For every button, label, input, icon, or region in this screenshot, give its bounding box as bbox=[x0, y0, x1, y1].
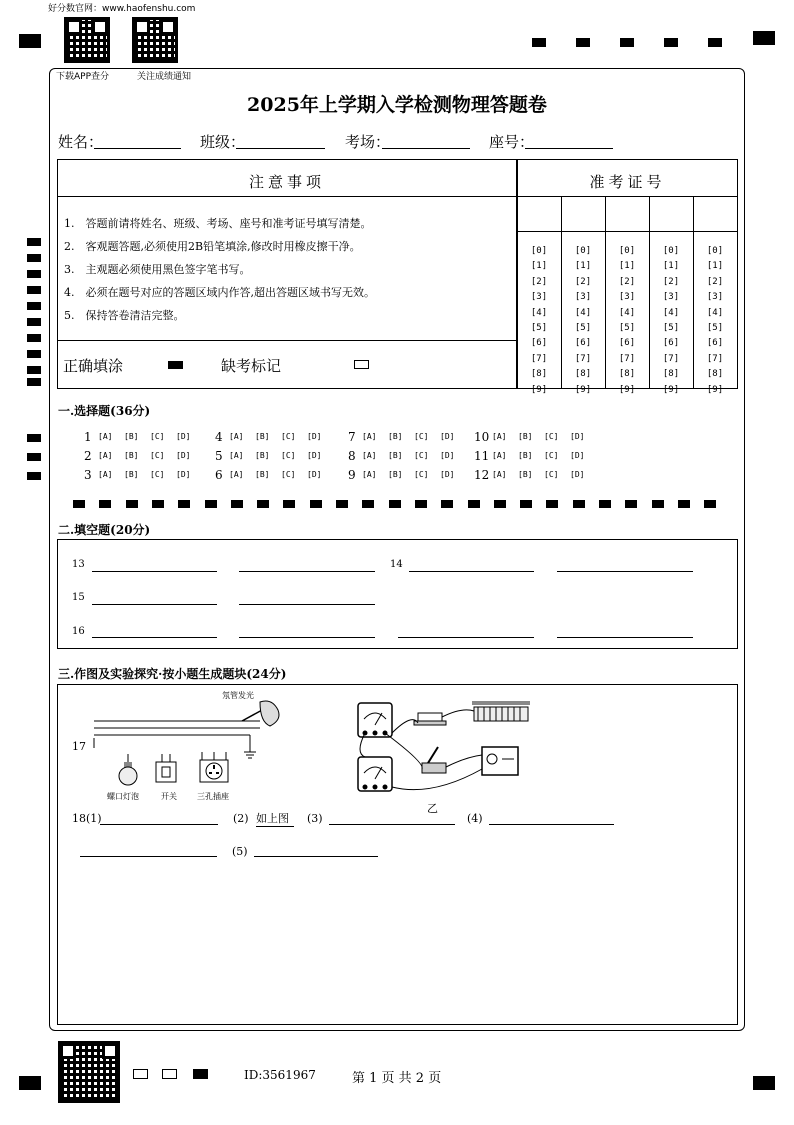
separator-dash bbox=[704, 500, 716, 508]
notice-item: 4. 必须在题号对应的答题区域内作答,超出答题区域书写无效。 bbox=[64, 286, 375, 299]
q16-label: 16 bbox=[72, 626, 85, 637]
exam-id-heading: 准考证号 bbox=[589, 173, 666, 191]
choice-option-bubble[interactable]: [D] bbox=[570, 470, 585, 479]
choice-option-bubble[interactable]: [A] bbox=[492, 432, 507, 441]
separator-dash bbox=[415, 500, 427, 508]
q18-5-label: (5) bbox=[232, 845, 248, 858]
q15-blank-1[interactable] bbox=[92, 604, 217, 605]
q14-blank-1[interactable] bbox=[409, 571, 534, 572]
page-title: 2025年上学期入学检测物理答题卷 bbox=[247, 94, 547, 116]
separator-dash bbox=[441, 500, 453, 508]
separator-dash bbox=[599, 500, 611, 508]
choice-option-bubble[interactable]: [C] bbox=[544, 451, 559, 460]
choice-question-number: 10 bbox=[474, 430, 490, 444]
exam-id-digit-bubble[interactable]: [7] bbox=[662, 353, 680, 364]
choice-option-bubble[interactable]: [D] bbox=[570, 451, 585, 460]
notice-item: 1. 答题前请将姓名、班级、考场、座号和准考证号填写清楚。 bbox=[64, 217, 372, 230]
exam-id-digit-bubble[interactable]: [8] bbox=[530, 369, 548, 380]
exam-id-digit-bubble[interactable]: [3] bbox=[574, 292, 592, 303]
separator-dash bbox=[573, 500, 585, 508]
q14-label: 14 bbox=[390, 559, 403, 570]
exam-id-digit-bubble[interactable]: [6] bbox=[574, 338, 592, 349]
q18-2-answer[interactable]: 如上图 bbox=[256, 810, 294, 827]
separator-dash bbox=[257, 500, 269, 508]
exam-id-digit-bubble[interactable]: [8] bbox=[706, 369, 724, 380]
choice-option-bubble[interactable]: [D] bbox=[307, 432, 322, 441]
divider bbox=[517, 196, 738, 197]
name-field[interactable] bbox=[94, 148, 181, 149]
room-label: 考场： bbox=[345, 133, 391, 151]
exam-id-digit-bubble[interactable]: [0] bbox=[706, 246, 724, 256]
q15-blank-2[interactable] bbox=[239, 604, 375, 605]
timing-mark bbox=[620, 38, 634, 47]
separator-dash bbox=[652, 500, 664, 508]
class-label: 班级： bbox=[200, 133, 246, 151]
choice-option-bubble[interactable]: [A] bbox=[229, 451, 244, 460]
exam-id-column[interactable] bbox=[561, 244, 605, 398]
correct-fill-sample bbox=[168, 361, 183, 369]
exam-id-digit-bubble[interactable]: [9] bbox=[530, 384, 548, 395]
exam-id-digit-bubble[interactable]: [3] bbox=[706, 292, 724, 303]
separator-dash bbox=[73, 500, 85, 508]
separator-dash bbox=[546, 500, 558, 508]
exam-id-digit-bubble[interactable]: [8] bbox=[618, 369, 636, 380]
choice-option-bubble[interactable]: [B] bbox=[518, 451, 533, 460]
exam-id-column[interactable] bbox=[649, 244, 693, 398]
choice-option-bubble[interactable]: [B] bbox=[124, 432, 139, 441]
q18-label: 18(1) bbox=[72, 812, 102, 825]
exam-id-digit-bubble[interactable]: [0] bbox=[662, 246, 680, 256]
q16-blank-1[interactable] bbox=[92, 637, 217, 638]
exam-id-digit-bubble[interactable]: [0] bbox=[618, 246, 636, 256]
choice-option-bubble[interactable]: [D] bbox=[176, 432, 191, 441]
notice-item: 2. 客观题答题,必须使用2B铅笔填涂,修改时用橡皮擦干净。 bbox=[64, 240, 361, 253]
q18-4-blank-2[interactable] bbox=[80, 856, 217, 857]
exam-id-digit-bubble[interactable]: [6] bbox=[662, 338, 680, 349]
separator-dash bbox=[389, 500, 401, 508]
choice-option-bubble[interactable]: [C] bbox=[150, 451, 165, 460]
switch-icon bbox=[154, 754, 178, 784]
exam-id-digit-bubble[interactable]: [9] bbox=[662, 384, 680, 395]
divider bbox=[57, 340, 517, 341]
q16-blank-2[interactable] bbox=[239, 637, 375, 638]
exam-id-digit-bubble[interactable]: [4] bbox=[618, 307, 636, 318]
bulb-icon bbox=[116, 754, 140, 788]
q18-4-label: (4) bbox=[467, 812, 483, 825]
choice-option-bubble[interactable]: [C] bbox=[281, 451, 296, 460]
name-label: 姓名： bbox=[58, 133, 104, 151]
choice-option-bubble[interactable]: [C] bbox=[414, 451, 429, 460]
q16-blank-4[interactable] bbox=[557, 637, 693, 638]
exam-id-digit-bubble[interactable]: [1] bbox=[618, 261, 636, 272]
separator-dash bbox=[336, 500, 348, 508]
exam-id-digit-bubble[interactable]: [0] bbox=[530, 246, 548, 256]
exam-id-digit-bubble[interactable]: [5] bbox=[706, 323, 724, 334]
choice-option-bubble[interactable]: [A] bbox=[362, 432, 377, 441]
q13-label: 13 bbox=[72, 559, 85, 570]
choice-option-bubble[interactable]: [C] bbox=[544, 470, 559, 479]
choice-option-bubble[interactable]: [D] bbox=[440, 451, 455, 460]
exam-id-digit-bubble[interactable]: [5] bbox=[530, 323, 548, 334]
separator-dash bbox=[152, 500, 164, 508]
exam-id-digit-bubble[interactable]: [5] bbox=[662, 323, 680, 334]
separator-dash bbox=[99, 500, 111, 508]
timing-mark bbox=[664, 38, 678, 47]
separator-dash bbox=[283, 500, 295, 508]
corner-mark bbox=[753, 1076, 775, 1090]
exam-id-digit-bubble[interactable]: [8] bbox=[574, 369, 592, 380]
exam-id-column[interactable] bbox=[693, 244, 737, 398]
choice-option-bubble[interactable]: [C] bbox=[150, 470, 165, 479]
choice-option-bubble[interactable]: [B] bbox=[518, 470, 533, 479]
choice-question-number: 9 bbox=[348, 468, 356, 482]
notice-heading: 注意事项 bbox=[248, 173, 325, 191]
q18-1-blank[interactable] bbox=[100, 824, 218, 825]
choice-option-bubble[interactable]: [C] bbox=[544, 432, 559, 441]
choice-option-bubble[interactable]: [A] bbox=[98, 451, 113, 460]
choice-option-bubble[interactable]: [B] bbox=[255, 451, 270, 460]
exam-id-digit-bubble[interactable]: [1] bbox=[530, 261, 548, 272]
absent-mark-checkbox[interactable] bbox=[354, 360, 369, 369]
choice-option-bubble[interactable]: [B] bbox=[255, 432, 270, 441]
exam-id-digit-bubble[interactable]: [8] bbox=[662, 369, 680, 380]
exam-id-column[interactable] bbox=[605, 244, 649, 398]
choice-question-number: 12 bbox=[474, 468, 490, 482]
exam-id-digit-bubble[interactable]: [9] bbox=[574, 384, 592, 395]
q13-blank-2[interactable] bbox=[239, 571, 375, 572]
choice-option-bubble[interactable]: [A] bbox=[492, 451, 507, 460]
exam-id-column[interactable] bbox=[517, 244, 561, 398]
exam-id-digit-bubble[interactable]: [2] bbox=[618, 276, 636, 287]
choice-option-bubble[interactable]: [D] bbox=[307, 451, 322, 460]
choice-option-bubble[interactable]: [C] bbox=[414, 470, 429, 479]
exam-id-digit-bubble[interactable]: [1] bbox=[662, 261, 680, 272]
follow-qr-code bbox=[132, 17, 178, 63]
exam-id-digit-bubble[interactable]: [5] bbox=[574, 323, 592, 334]
choice-option-bubble[interactable]: [A] bbox=[362, 470, 377, 479]
choice-question-number: 11 bbox=[474, 449, 490, 463]
separator-dash bbox=[625, 500, 637, 508]
neon-label: 氖管发光 bbox=[222, 691, 254, 700]
socket-icon bbox=[196, 752, 232, 784]
choice-option-bubble[interactable]: [D] bbox=[176, 451, 191, 460]
section-1-title: 一.选择题(36分) bbox=[58, 404, 151, 418]
choice-option-bubble[interactable]: [B] bbox=[388, 432, 403, 441]
exam-id-digit-bubble[interactable]: [7] bbox=[618, 353, 636, 364]
page-mark-filled bbox=[193, 1069, 208, 1079]
exam-id-digit-bubble[interactable]: [7] bbox=[706, 353, 724, 364]
exam-id-digit-bubble[interactable]: [4] bbox=[662, 307, 680, 318]
choice-option-bubble[interactable]: [A] bbox=[229, 470, 244, 479]
fill-blank-box bbox=[57, 539, 738, 649]
exam-id-digit-bubble[interactable]: [2] bbox=[662, 276, 680, 287]
yi-label: 乙 bbox=[427, 802, 438, 815]
exam-id-digit-bubble[interactable]: [5] bbox=[618, 323, 636, 334]
q15-label: 15 bbox=[72, 592, 85, 603]
exam-id-digit-bubble[interactable]: [4] bbox=[530, 307, 548, 318]
corner-mark bbox=[19, 1076, 41, 1090]
q17-label: 17 bbox=[72, 740, 86, 753]
choice-option-bubble[interactable]: [B] bbox=[124, 451, 139, 460]
choice-question-number: 4 bbox=[215, 430, 223, 444]
timing-mark bbox=[576, 38, 590, 47]
separator-dash bbox=[205, 500, 217, 508]
choice-option-bubble[interactable]: [C] bbox=[414, 432, 429, 441]
exam-id-digit-bubble[interactable]: [0] bbox=[574, 246, 592, 256]
exam-id-digit-bubble[interactable]: [3] bbox=[530, 292, 548, 303]
choice-option-bubble[interactable]: [D] bbox=[440, 470, 455, 479]
page-mark-empty bbox=[162, 1069, 177, 1079]
site-url: 好分数官网：www.haofenshu.com bbox=[48, 4, 196, 14]
exam-id-digit-bubble[interactable]: [4] bbox=[574, 307, 592, 318]
separator-dash bbox=[494, 500, 506, 508]
choice-option-bubble[interactable]: [A] bbox=[229, 432, 244, 441]
corner-mark bbox=[19, 34, 41, 48]
exam-id-digit-bubble[interactable]: [2] bbox=[530, 276, 548, 287]
download-label: 下载APP查分 bbox=[56, 72, 110, 82]
choice-option-bubble[interactable]: [A] bbox=[492, 470, 507, 479]
choice-option-bubble[interactable]: [D] bbox=[307, 470, 322, 479]
follow-label: 关注成绩通知 bbox=[137, 72, 192, 82]
exam-id-digit-bubble[interactable]: [6] bbox=[530, 338, 548, 349]
timing-mark bbox=[708, 38, 722, 47]
choice-question-number: 7 bbox=[348, 430, 356, 444]
exam-id-digit-bubble[interactable]: [6] bbox=[706, 338, 724, 349]
notice-item: 5. 保持答卷清洁完整。 bbox=[64, 309, 185, 322]
separator-dash bbox=[310, 500, 322, 508]
choice-question-number: 5 bbox=[215, 449, 223, 463]
choice-option-bubble[interactable]: [B] bbox=[124, 470, 139, 479]
choice-option-bubble[interactable]: [A] bbox=[98, 470, 113, 479]
choice-option-bubble[interactable]: [A] bbox=[98, 432, 113, 441]
corner-mark bbox=[753, 31, 775, 45]
page-qr-code bbox=[58, 1041, 120, 1103]
separator-dash bbox=[678, 500, 690, 508]
notice-item: 3. 主观题必须使用黑色签字笔书写。 bbox=[64, 263, 251, 276]
choice-question-number: 8 bbox=[348, 449, 356, 463]
q16-blank-3[interactable] bbox=[398, 637, 534, 638]
exam-id-digit-bubble[interactable]: [3] bbox=[618, 292, 636, 303]
exam-id-digit-bubble[interactable]: [9] bbox=[706, 384, 724, 395]
sheet-id: ID:3561967 bbox=[244, 1068, 316, 1082]
q18-3-blank[interactable] bbox=[329, 824, 455, 825]
room-field[interactable] bbox=[382, 148, 470, 149]
exam-id-digit-bubble[interactable]: [2] bbox=[706, 276, 724, 287]
separator-dash bbox=[520, 500, 532, 508]
exam-id-digit-bubble[interactable]: [4] bbox=[706, 307, 724, 318]
choice-option-bubble[interactable]: [B] bbox=[388, 470, 403, 479]
exam-id-digit-bubble[interactable]: [7] bbox=[574, 353, 592, 364]
circuit-apparatus-graphic bbox=[352, 697, 538, 815]
choice-option-bubble[interactable]: [A] bbox=[362, 451, 377, 460]
absent-mark-label: 缺考标记 bbox=[221, 357, 282, 375]
choice-question-number: 1 bbox=[84, 430, 92, 444]
choice-option-bubble[interactable]: [D] bbox=[176, 470, 191, 479]
class-field[interactable] bbox=[236, 148, 325, 149]
separator-dash bbox=[231, 500, 243, 508]
separator-dash bbox=[362, 500, 374, 508]
section-3-title: 三.作图及实验探究·按小题生成题块(24分) bbox=[58, 667, 287, 681]
q18-4-blank[interactable] bbox=[489, 824, 614, 825]
choice-option-bubble[interactable]: [B] bbox=[518, 432, 533, 441]
q18-3-label: (3) bbox=[307, 812, 323, 825]
choice-option-bubble[interactable]: [C] bbox=[281, 470, 296, 479]
choice-option-bubble[interactable]: [C] bbox=[281, 432, 296, 441]
divider bbox=[517, 231, 738, 232]
switch-label: 开关 bbox=[161, 792, 177, 801]
exam-id-digit-bubble[interactable]: [1] bbox=[706, 261, 724, 272]
choice-option-bubble[interactable]: [D] bbox=[440, 432, 455, 441]
wiring-lines-graphic bbox=[92, 700, 292, 760]
q13-blank-1[interactable] bbox=[92, 571, 217, 572]
page-mark-empty bbox=[133, 1069, 148, 1079]
q18-5-blank[interactable] bbox=[254, 856, 378, 857]
bulb-label: 螺口灯泡 bbox=[107, 792, 139, 801]
q18-2-label: (2) bbox=[233, 812, 249, 825]
correct-fill-label: 正确填涂 bbox=[63, 357, 124, 375]
divider bbox=[57, 196, 517, 197]
exam-id-digit-bubble[interactable]: [7] bbox=[530, 353, 548, 364]
separator-dash bbox=[468, 500, 480, 508]
separator-dash bbox=[178, 500, 190, 508]
q14-blank-2[interactable] bbox=[557, 571, 693, 572]
exam-id-digit-bubble[interactable]: [6] bbox=[618, 338, 636, 349]
seat-field[interactable] bbox=[525, 148, 613, 149]
exam-id-digit-bubble[interactable]: [1] bbox=[574, 261, 592, 272]
separator-dash bbox=[126, 500, 138, 508]
exam-id-digit-bubble[interactable]: [9] bbox=[618, 384, 636, 395]
timing-mark bbox=[532, 38, 546, 47]
choice-question-number: 3 bbox=[84, 468, 92, 482]
section-2-title: 二.填空题(20分) bbox=[58, 523, 151, 537]
choice-question-number: 6 bbox=[215, 468, 223, 482]
exam-id-digit-bubble[interactable]: [2] bbox=[574, 276, 592, 287]
page-number: 第 1 页 共 2 页 bbox=[352, 1071, 442, 1086]
seat-label: 座号： bbox=[489, 133, 535, 151]
choice-option-bubble[interactable]: [B] bbox=[255, 470, 270, 479]
exam-id-digit-bubble[interactable]: [3] bbox=[662, 292, 680, 303]
app-qr-code bbox=[64, 17, 110, 63]
choice-option-bubble[interactable]: [D] bbox=[570, 432, 585, 441]
choice-option-bubble[interactable]: [C] bbox=[150, 432, 165, 441]
choice-question-number: 2 bbox=[84, 449, 92, 463]
choice-option-bubble[interactable]: [B] bbox=[388, 451, 403, 460]
socket-label: 三孔插座 bbox=[197, 792, 229, 801]
